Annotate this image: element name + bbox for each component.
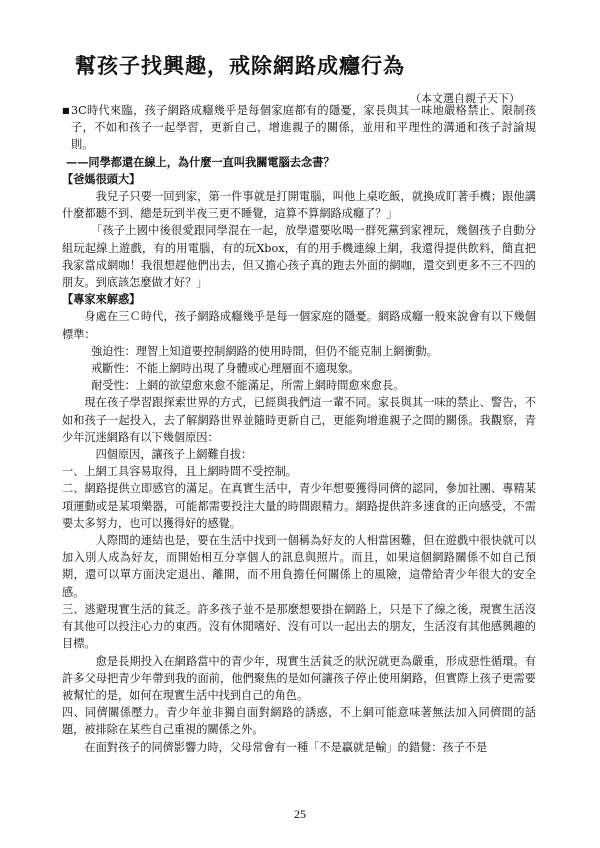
section-heading-experts: 【專家來解惑】 bbox=[62, 292, 141, 307]
section-heading-parents: 【爸媽很頭大】 bbox=[62, 171, 141, 186]
article-body bbox=[62, 102, 536, 756]
closing-paragraph: 在面對孩子的同儕影響力時，父母常會有一種「不是贏就是輸」的錯覺：孩子不是 bbox=[84, 740, 488, 754]
article-subtitle: ——同學都還在線上，為什麼一直叫我關電腦去念書？ bbox=[66, 154, 335, 169]
reason-item: 三、逃避現實生活的貧乏。許多孩子並不是那麼想要掛在網路上，只是下了線之後，現實生活沒有其他可以投注心力的東西。沒有休閒嗜好、沒有可以一起出去的朋友，生活沒有其他感興趣的目標。 bbox=[62, 602, 536, 651]
parent-paragraph: 我兒子只要一回到家，第一件事就是打開電腦，叫他上桌吃飯，就換成盯著手機；跟他講什麼都聽不到、總是玩到半夜三更不睡覺，這算不算網路成癮了？」 bbox=[62, 190, 536, 221]
expert-paragraph: 身處在三Ｃ時代，孩子網路成癮幾乎是每一個家庭的隱憂。網路成癮一般來說會有以下幾個標準： bbox=[62, 310, 536, 341]
reason-item: 一、上網工具容易取得，且上網時間不受控制。 bbox=[62, 465, 297, 479]
source-note: （本文選自親子天下） bbox=[410, 92, 520, 105]
expert-paragraph: 現在孩子學習跟探索世界的方式，已經與我們這一輩不同。家長與其一味的禁止、警告，不如和孩子一起投入，去了解網路世界並隨時更新自己，更能夠增進親子之間的關係。我觀察，青少年沉迷網路有以下幾個原因： bbox=[62, 396, 536, 444]
reason-item: 四、同儕關係壓力。青少年並非獨自面對網路的誘惑，不上網可能意味著無法加入同儕間的話題，被排除在某些自己重視的關係之外。 bbox=[62, 706, 536, 737]
page-number: 25 bbox=[294, 807, 306, 821]
reason-paragraph: 愈是長期投入在網路當中的青少年，現實生活貧乏的狀況就更為嚴重，形成惡性循環。有許多父母把青少年帶到我的面前，他們聚焦的是如何讓孩子停止使用網路，但實際上孩子更需要被幫忙的是，如何在現實生活中找到自己的角色。 bbox=[62, 654, 536, 702]
criteria-item: 強迫性：理智上知道要控制網路的使用時間，但仍不能克制上網衝動。 bbox=[91, 344, 438, 358]
reason-paragraph: 人際間的連結也是，要在生活中找到一個稱為好友的人相當困難，但在遊戲中很快就可以加入別人成為好友，而開始相互分享個人的訊息與照片。而且，如果這個網路關係不如自己預期，還可以單方面決定退出、離開，而不用負擔任何關係上的風險，這帶給青少年很大的安全感。 bbox=[62, 534, 536, 599]
criteria-item: 耐受性：上網的欲望愈來愈不能滿足，所需上網時間愈來愈長。 bbox=[91, 379, 405, 393]
parent-paragraph: 「孩子上國中後很愛跟同學混在一起，放學還要吆喝一群死黨到家裡玩，幾個孩子自動分組玩起線上遊戲，有的用電腦，有的玩Xbox，有的用手機連線上網，我還得提供飲料，簡直把我家當成網咖！我很想趕他們出去，但又擔心孩子真的跑去外面的網咖，還交到更多不三不四的朋友。到底該怎麼做才好？」 bbox=[62, 224, 536, 290]
reasons-intro: 四個原因，讓孩子上網難自拔： bbox=[95, 448, 253, 462]
intro-block bbox=[62, 102, 536, 154]
article-title: 幫孩子找興趣，戒除網路成癮行為 bbox=[75, 54, 405, 78]
square-bullet-icon: ■ bbox=[62, 106, 70, 115]
criteria-item: 戒斷性：不能上網時出現了身體或心理層面不適現象。 bbox=[91, 362, 360, 376]
reason-item: 二、網路提供立即感官的滿足。在真實生活中，青少年想要獲得同儕的認同，參加社團、專精某項運動或是某項樂器，可能都需要投注大量的時間跟精力。網路提供許多速食的正向感受，不需要太多努力，也可以獲得好的感覺。 bbox=[62, 482, 536, 530]
intro-paragraph: 3C時代來臨，孩子網路成癮幾乎是每個家庭都有的隱憂，家長與其一味地嚴格禁止、限制孩子，不如和孩子一起學習，更新自己，增進親子的關係，並用和平理性的溝通和孩子討論規則。 bbox=[71, 104, 536, 152]
